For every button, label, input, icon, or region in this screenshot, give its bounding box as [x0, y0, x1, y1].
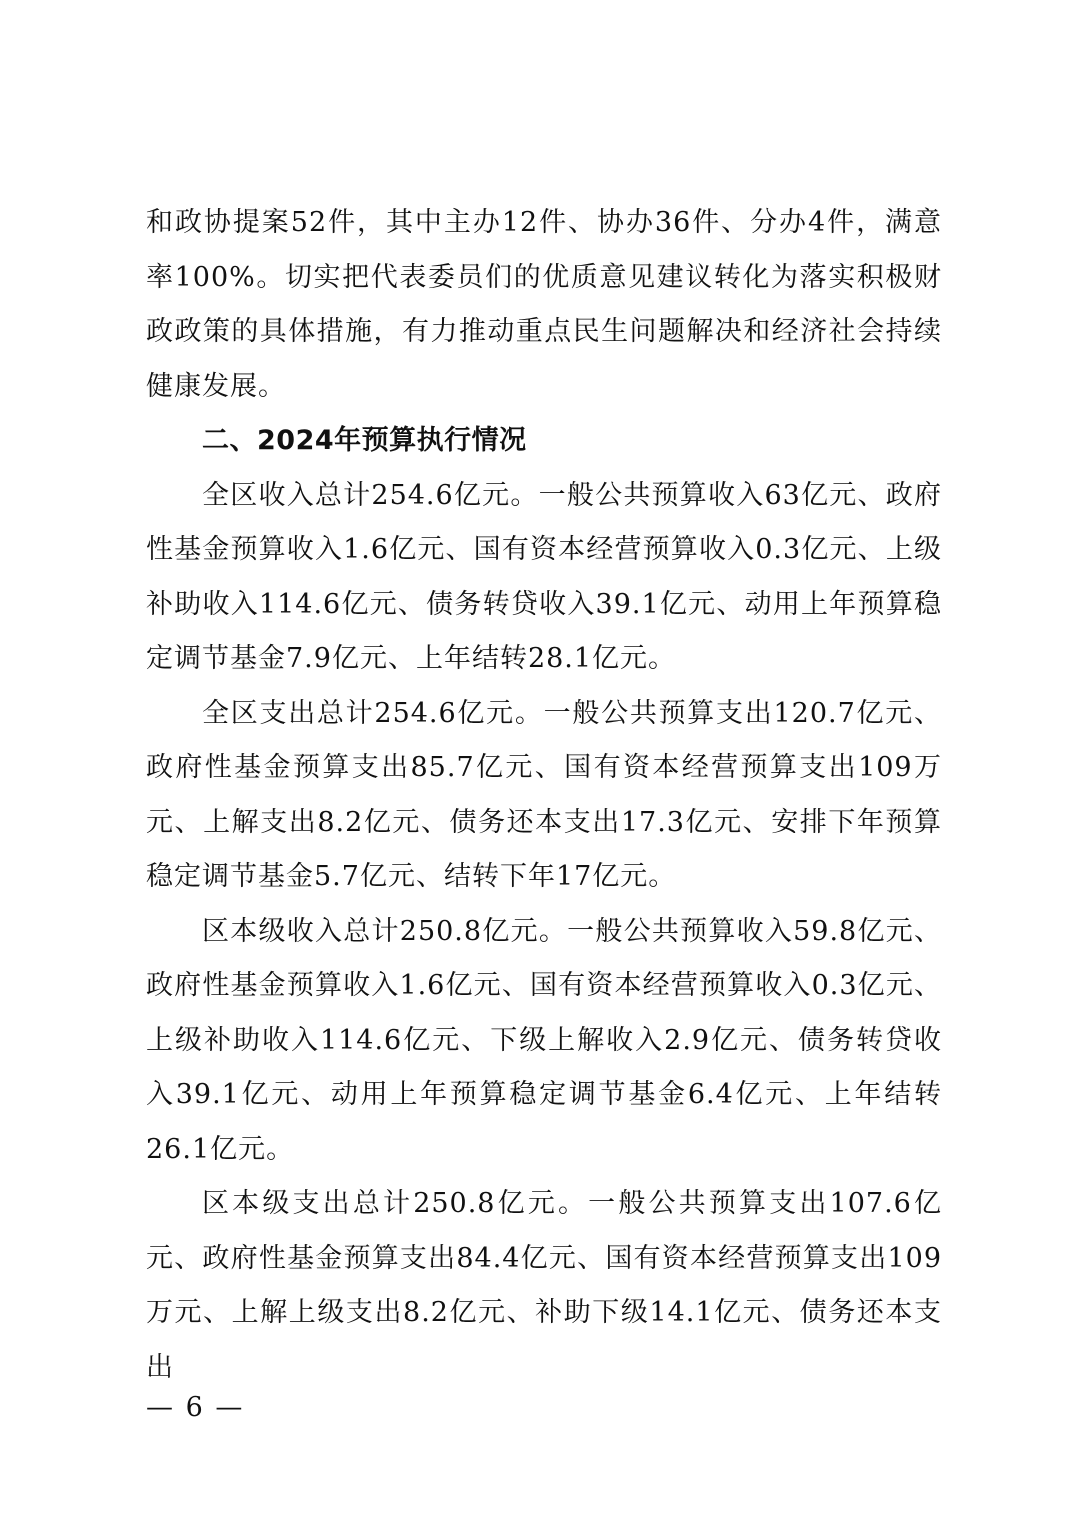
paragraph-district-revenue: 区本级收入总计250.8亿元。一般公共预算收入59.8亿元、政府性基金预算收入1.6亿元、国有资本经营预算收入0.3亿元、上级补助收入114.6亿元、下级上解收入2.9亿元、债务转贷收入39.1亿元、动用上年预算稳定调节基金6.4亿元、上年结转26.1亿元。 — [146, 915, 942, 1165]
document-body — [146, 196, 942, 1395]
paragraph-total-revenue: 全区收入总计254.6亿元。一般公共预算收入63亿元、政府性基金预算收入1.6亿元、国有资本经营预算收入0.3亿元、上级补助收入114.6亿元、债务转贷收入39.1亿元、动用上年预算稳定调节基金7.9亿元、上年结转28.1亿元。 — [146, 479, 942, 674]
paragraph-district-expenditure: 区本级支出总计250.8亿元。一般公共预算支出107.6亿元、政府性基金预算支出84.4亿元、国有资本经营预算支出109万元、上解上级支出8.2亿元、补助下级14.1亿元、债务还本支出 — [146, 1188, 942, 1383]
section-heading: 二、2024年预算执行情况 — [202, 425, 527, 456]
page-number: — 6 — — [146, 1392, 245, 1423]
paragraph-total-expenditure: 全区支出总计254.6亿元。一般公共预算支出120.7亿元、政府性基金预算支出85.7亿元、国有资本经营预算支出109万元、上解支出8.2亿元、债务还本支出17.3亿元、安排下年预算稳定调节基金5.7亿元、结转下年17亿元。 — [146, 697, 942, 892]
paragraph-continuation: 和政协提案52件，其中主办12件、协办36件、分办4件，满意率100%。切实把代表委员们的优质意见建议转化为落实积极财政政策的具体措施，有力推动重点民生问题解决和经济社会持续健康发展。 — [146, 207, 942, 402]
